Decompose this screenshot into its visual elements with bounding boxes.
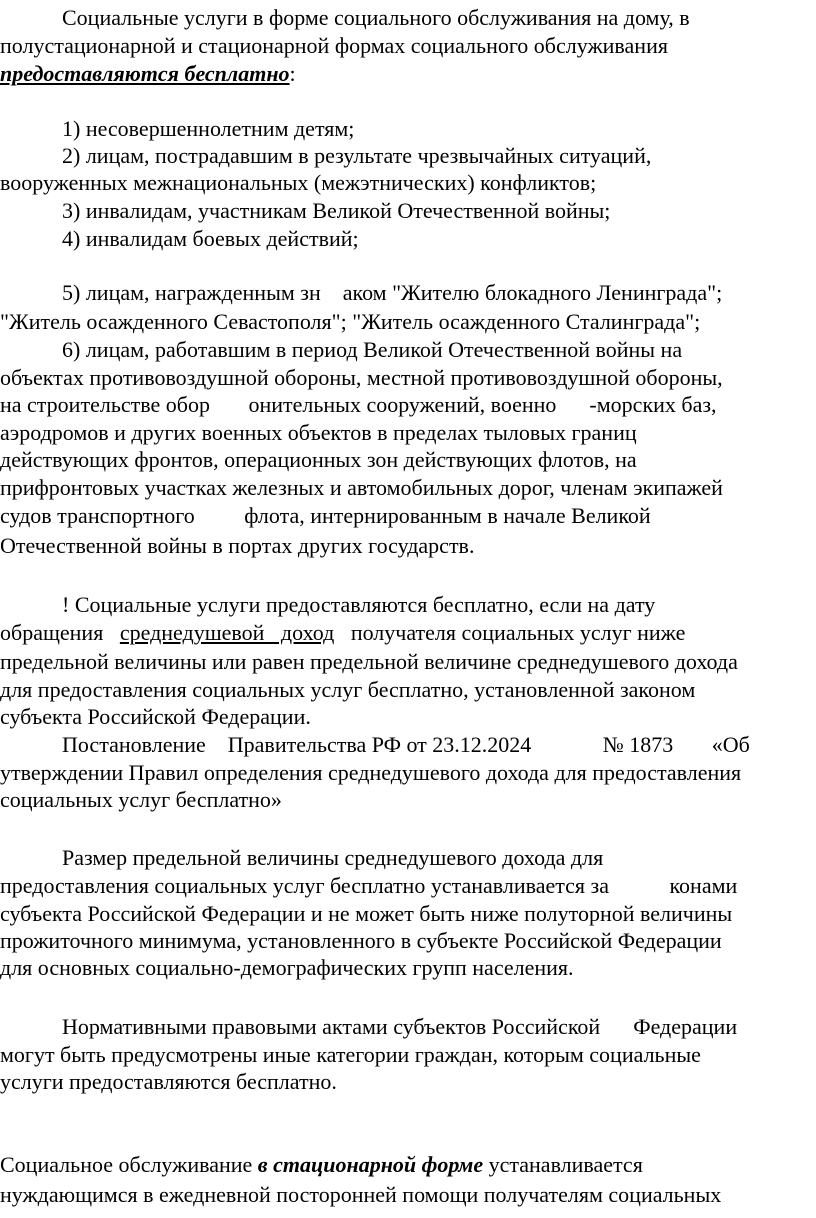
list-item: объектах противовоздушной обороны, местной противовоздушной обороны, (0, 365, 723, 390)
size-line: для основных социально-демографических групп населения. (0, 955, 574, 980)
list-item: вооруженных межнациональных (межэтнических) конфликтов; (0, 170, 597, 195)
note-line: ! Социальные услуги предоставляются бесплатно, если на дату (62, 592, 656, 617)
note-line: для предоставления социальных услуг бесплатно, установленной законом (0, 677, 696, 702)
emphasis-free: предоставляются бесплатно (0, 61, 290, 86)
note-line: субъекта Российской Федерации. (0, 704, 311, 729)
stationary-text: Социальное обслуживание (0, 1152, 258, 1177)
note-line (0, 620, 685, 646)
colon: : (289, 61, 296, 86)
underlined-income: среднедушевой доход (119, 620, 335, 645)
stationary-line: нуждающимся в ежедневной посторонней помощи получателям социальных (0, 1182, 722, 1207)
size-line: субъекта Российской Федерации и не может быть ниже полуторной величины (0, 901, 733, 926)
note-text: получателя социальных услуг ниже (334, 620, 686, 645)
list-item: 4) инвалидам боевых действий; (62, 226, 359, 251)
list-item: прифронтовых участках железных и автомобильных дорог, членам экипажей (0, 475, 723, 500)
list-item: "Житель осажденного Севастополя"; "Житель осажденного Сталинграда"; (0, 309, 701, 334)
size-line: предоставления социальных услуг бесплатно устанавливается за конами (0, 873, 738, 898)
list-item: судов транспортного флота, интернированным в начале Великой (0, 503, 651, 528)
norm-line: могут быть предусмотрены иные категории граждан, которым социальные (0, 1042, 701, 1067)
list-item: 2) лицам, пострадавшим в результате чрезвычайных ситуаций, (62, 143, 652, 168)
intro-line: полустационарной и стационарной формах социального обслуживания (0, 33, 668, 58)
note-line: предельной величины или равен предельной величине среднедушевого дохода (0, 649, 738, 674)
note-line: утверждении Правил определения среднедушевого дохода для предоставления (0, 760, 742, 785)
stationary-line (0, 1152, 643, 1178)
list-item: действующих фронтов, операционных зон действующих флотов, на (0, 447, 637, 472)
list-item: на строительстве обор онительных сооружений, военно -морских баз, (0, 392, 717, 417)
emphasis-stationary: в стационарной форме (257, 1152, 484, 1177)
norm-line: Нормативными правовыми актами субъектов Российской Федерации (62, 1014, 738, 1039)
list-item: Отечественной войны в портах других государств. (0, 533, 475, 558)
size-line: Размер предельной величины среднедушевого дохода для (62, 845, 604, 870)
list-item: 6) лицам, работавшим в период Великой Отечественной войны на (62, 337, 683, 362)
list-item: 5) лицам, награжденным зн аком "Жителю блокадного Ленинграда"; (62, 280, 723, 305)
note-line: Постановление Правительства РФ от 23.12.2024 № 1873 «Об (62, 732, 750, 757)
intro-line: Социальные услуги в форме социального обслуживания на дому, в (62, 5, 690, 30)
size-line: прожиточного минимума, установленного в субъекте Российской Федерации (0, 928, 722, 953)
note-line: социальных услуг бесплатно» (0, 787, 282, 812)
list-item: 1) несовершеннолетним детям; (62, 116, 355, 141)
list-item: аэродромов и других военных объектов в пределах тыловых границ (0, 420, 637, 445)
intro-line (0, 61, 296, 87)
norm-line: услуги предоставляются бесплатно. (0, 1069, 337, 1094)
stationary-text: устанавливается (483, 1152, 643, 1177)
list-item: 3) инвалидам, участникам Великой Отечественной войны; (62, 198, 611, 223)
note-text: обращения (0, 620, 120, 645)
